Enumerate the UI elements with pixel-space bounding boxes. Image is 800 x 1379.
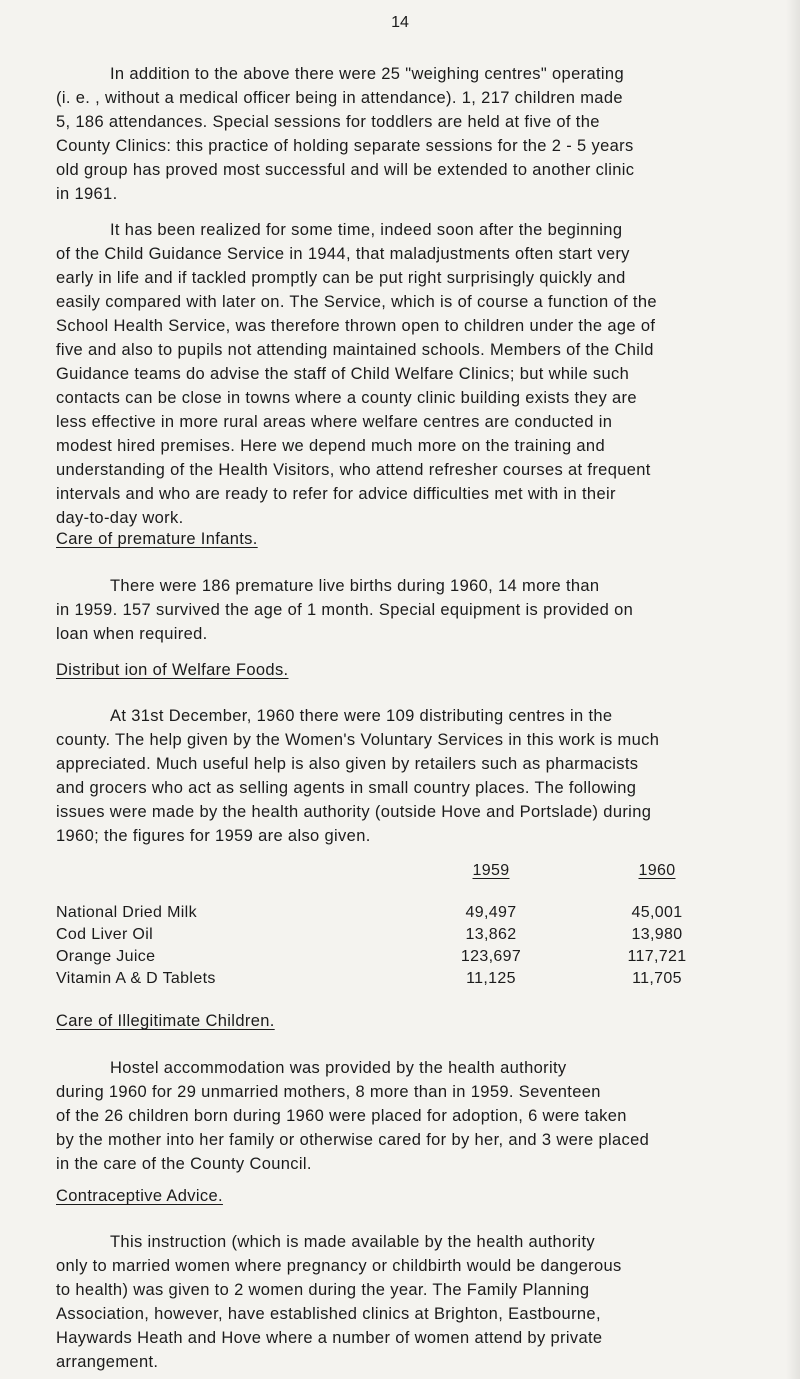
text-line: understanding of the Health Visitors, who attend refresher courses at frequent xyxy=(56,461,651,479)
table-header-1960: 1960 xyxy=(638,862,676,879)
paragraph-child-guidance xyxy=(56,218,768,530)
text-line: 5, 186 attendances. Special sessions for toddlers are held at five of the xyxy=(56,113,600,131)
text-line: county. The help given by the Women's Voluntary Services in this work is much xyxy=(56,731,660,749)
text-line: old group has proved most successful and will be extended to another clinic xyxy=(56,161,635,179)
section-heading-contraceptive-advice: Contraceptive Advice. xyxy=(56,1187,223,1205)
text-line: appreciated. Much useful help is also given by retailers such as pharmacists xyxy=(56,755,639,773)
table-header-item xyxy=(56,862,452,902)
text-line: of the Child Guidance Service in 1944, that maladjustments often start very xyxy=(56,245,630,263)
text-line: Guidance teams do advise the staff of Child Welfare Clinics; but while such xyxy=(56,365,630,383)
text-line: Hostel accommodation was provided by the health authority xyxy=(110,1059,567,1077)
text-line: It has been realized for some time, indeed soon after the beginning xyxy=(110,221,623,239)
text-line: early in life and if tackled promptly can be put right surprisingly quickly and xyxy=(56,269,626,287)
paragraph-welfare-foods xyxy=(56,704,768,848)
text-line: intervals and who are ready to refer for advice difficulties met with in their xyxy=(56,485,616,503)
text-line: Haywards Heath and Hove where a number of women attend by private xyxy=(56,1329,603,1347)
table-cell-1960: 11,705 xyxy=(632,970,682,987)
table-cell-item: National Dried Milk xyxy=(56,904,197,921)
text-line: of the 26 children born during 1960 were placed for adoption, 6 were taken xyxy=(56,1107,627,1125)
table-cell-item: Vitamin A & D Tablets xyxy=(56,970,216,987)
text-line: five and also to pupils not attending maintained schools. Members of the Child xyxy=(56,341,654,359)
text-line: (i. e. , without a medical officer being in attendance). 1, 217 children made xyxy=(56,89,623,107)
table-cell-1960: 117,721 xyxy=(627,948,687,965)
table-cell-1960: 13,980 xyxy=(631,926,683,943)
text-line: There were 186 premature live births during 1960, 14 more than xyxy=(110,577,600,595)
text-line: modest hired premises. Here we depend much more on the training and xyxy=(56,437,605,455)
text-line: loan when required. xyxy=(56,625,208,643)
text-line: arrangement. xyxy=(56,1353,159,1371)
text-line: to health) was given to 2 women during the year. The Family Planning xyxy=(56,1281,590,1299)
text-line: easily compared with later on. The Service, which is of course a function of the xyxy=(56,293,657,311)
table-cell-1959: 123,697 xyxy=(460,948,522,965)
paragraph-weighing-centres xyxy=(56,62,768,206)
text-line: in 1959. 157 survived the age of 1 month. Special equipment is provided on xyxy=(56,601,634,619)
text-line: in the care of the County Council. xyxy=(56,1155,312,1173)
text-line: 1960; the figures for 1959 are also given. xyxy=(56,827,371,845)
text-line: issues were made by the health authority (outside Hove and Portslade) during xyxy=(56,803,652,821)
table-cell-1959: 11,125 xyxy=(466,970,516,987)
text-line: only to married women where pregnancy or childbirth would be dangerous xyxy=(56,1257,622,1275)
text-line: Association, however, have established clinics at Brighton, Eastbourne, xyxy=(56,1305,601,1323)
text-line: and grocers who act as selling agents in small country places. The following xyxy=(56,779,637,797)
section-heading-illegitimate-children: Care of Illegitimate Children. xyxy=(56,1012,275,1030)
table-cell-item: Orange Juice xyxy=(56,948,156,965)
table-cell-1959: 49,497 xyxy=(465,904,517,921)
text-line: School Health Service, was therefore thrown open to children under the age of xyxy=(56,317,656,335)
text-line: in 1961. xyxy=(56,185,118,203)
text-line: County Clinics: this practice of holding separate sessions for the 2 - 5 years xyxy=(56,137,634,155)
section-heading-premature-infants: Care of premature Infants. xyxy=(56,530,258,548)
text-line: less effective in more rural areas where welfare centres are conducted in xyxy=(56,413,613,431)
table-header-1959: 1959 xyxy=(472,862,510,879)
paragraph-contraceptive-advice xyxy=(56,1230,768,1374)
page-number: 14 xyxy=(391,14,409,31)
text-line: during 1960 for 29 unmarried mothers, 8 more than in 1959. Seventeen xyxy=(56,1083,601,1101)
section-heading-welfare-foods: Distribut ion of Welfare Foods. xyxy=(56,661,289,679)
welfare-foods-table xyxy=(56,862,696,990)
table-row xyxy=(56,924,696,946)
paragraph-premature-infants xyxy=(56,574,768,646)
table-header-row xyxy=(56,862,696,902)
table-row xyxy=(56,968,696,990)
table-cell-1959: 13,862 xyxy=(465,926,517,943)
text-line: day-to-day work. xyxy=(56,509,184,527)
table-row xyxy=(56,902,696,924)
text-line: contacts can be close in towns where a county clinic building exists they are xyxy=(56,389,637,407)
text-line: In addition to the above there were 25 "weighing centres" operating xyxy=(110,65,624,83)
text-line: This instruction (which is made available by the health authority xyxy=(110,1233,595,1251)
text-line: At 31st December, 1960 there were 109 distributing centres in the xyxy=(110,707,613,725)
table-cell-1960: 45,001 xyxy=(631,904,683,921)
text-line: by the mother into her family or otherwise cared for by her, and 3 were placed xyxy=(56,1131,650,1149)
table-cell-item: Cod Liver Oil xyxy=(56,926,154,943)
table-row xyxy=(56,946,696,968)
page-edge-shadow xyxy=(786,0,800,1379)
paragraph-illegitimate-children xyxy=(56,1056,768,1176)
